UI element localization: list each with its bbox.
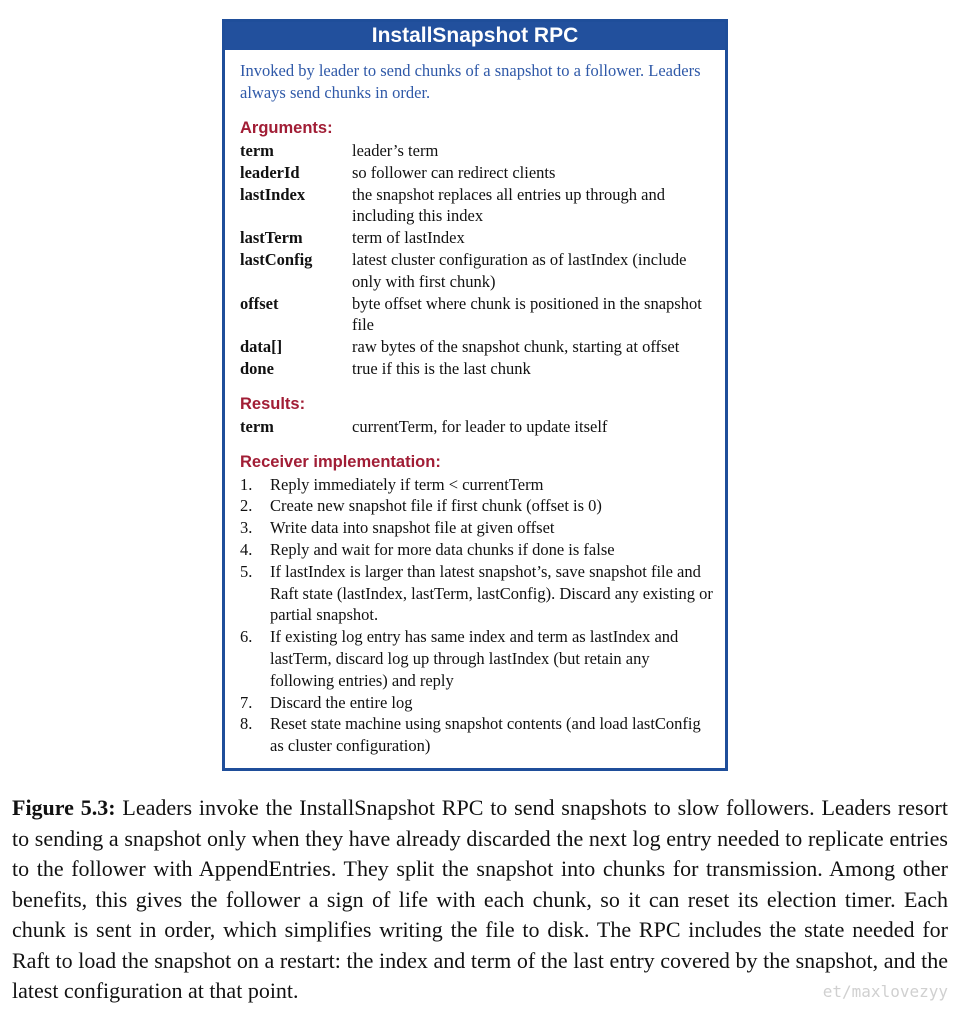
result-row-name: term — [240, 416, 274, 436]
argument-row-desc: true if this is the last chunk — [352, 358, 531, 378]
arguments-title: Arguments: — [240, 119, 333, 137]
argument-row — [240, 162, 715, 184]
argument-row-name: lastTerm — [240, 228, 303, 248]
step-number: 2. — [240, 496, 253, 516]
step-number: 1. — [240, 474, 253, 494]
step-text: If existing log entry has same index and term as lastIndex and lastTerm, discard log up through lastIndex (but retain any following entries) and reply — [270, 627, 679, 690]
receiver-step — [240, 561, 715, 626]
argument-row-desc: so follower can redirect clients — [352, 162, 556, 182]
argument-row-name: offset — [240, 293, 279, 313]
receiver-steps — [240, 474, 715, 757]
step-text: Write data into snapshot file at given offset — [270, 518, 555, 538]
receiver-step — [240, 692, 715, 714]
step-text: Reset state machine using snapshot contents (and load lastConfig as cluster configuration) — [270, 714, 701, 756]
step-number: 4. — [240, 539, 253, 559]
step-text: If lastIndex is larger than latest snapshot’s, save snapshot file and Raft state (lastIndex, lastTerm, lastConfig). Discard any existing or partial snapshot. — [270, 561, 713, 625]
argument-row — [240, 358, 715, 380]
argument-row-name: lastConfig — [240, 249, 313, 269]
caption-text: Leaders invoke the InstallSnapshot RPC to send snapshots to slow followers. Leaders resort to sending a snapshot only when they have already discarded the next log entry needed to replicate entries to the follower with AppendEntries. They split the snapshot into chunks for transmission. Among other benefits, this gives the follower a sign of life with each chunk, so it can reset its election timer. Each chunk is sent in order, which simplifies writing the file to disk. The RPC includes the state needed for Raft to load the snapshot on a restart: the index and term of the last entry covered by the snapshot, and the latest configuration at that point. — [12, 795, 948, 1003]
argument-row-name: lastIndex — [240, 184, 306, 204]
results-title: Results: — [240, 394, 306, 413]
step-number: 8. — [240, 714, 253, 734]
step-number: 3. — [240, 518, 253, 538]
argument-row — [240, 227, 715, 249]
argument-row-desc: leader’s term — [352, 141, 439, 160]
receiver-step — [240, 474, 715, 496]
figure-caption — [12, 793, 948, 1007]
receiver-step — [240, 495, 715, 517]
caption-label: Figure 5.3: — [12, 795, 116, 820]
step-number: 7. — [240, 692, 253, 712]
step-text: Reply and wait for more data chunks if done is false — [270, 539, 615, 559]
receiver-step — [240, 539, 715, 561]
argument-row-name: done — [240, 358, 274, 378]
argument-row — [240, 336, 715, 358]
receiver-title: Receiver implementation: — [240, 452, 441, 471]
arguments-table — [240, 140, 715, 380]
argument-row — [240, 140, 715, 162]
result-row — [240, 416, 715, 438]
step-number: 6. — [240, 627, 253, 647]
argument-row-name: leaderId — [240, 162, 300, 182]
argument-row-desc: raw bytes of the snapshot chunk, starting at offset — [352, 337, 680, 357]
argument-row-desc: the snapshot replaces all entries up through and including this index — [352, 184, 665, 226]
rpc-body — [225, 50, 725, 757]
installsnapshot-rpc-box — [222, 19, 728, 771]
step-text: Create new snapshot file if first chunk (offset is 0) — [270, 496, 602, 516]
receiver-step — [240, 713, 715, 757]
rpc-intro: Invoked by leader to send chunks of a snapshot to a follower. Leaders always send chunks in order. — [240, 61, 701, 102]
argument-row — [240, 293, 715, 337]
receiver-step — [240, 626, 715, 691]
step-text: Reply immediately if term < currentTerm — [270, 474, 544, 494]
argument-row-name: data[] — [240, 337, 283, 357]
argument-row-desc: latest cluster configuration as of lastIndex (include only with first chunk) — [352, 249, 687, 291]
rpc-title: InstallSnapshot RPC — [225, 22, 725, 50]
watermark: et/maxlovezyy — [822, 982, 948, 1001]
results-table — [240, 416, 715, 438]
argument-row — [240, 184, 715, 228]
step-number: 5. — [240, 561, 253, 581]
argument-row — [240, 249, 715, 293]
receiver-step — [240, 517, 715, 539]
argument-row-desc: byte offset where chunk is positioned in the snapshot file — [352, 293, 702, 335]
result-row-desc: currentTerm, for leader to update itself — [352, 416, 608, 436]
step-text: Discard the entire log — [270, 692, 413, 712]
argument-row-name: term — [240, 141, 274, 160]
argument-row-desc: term of lastIndex — [352, 228, 465, 248]
